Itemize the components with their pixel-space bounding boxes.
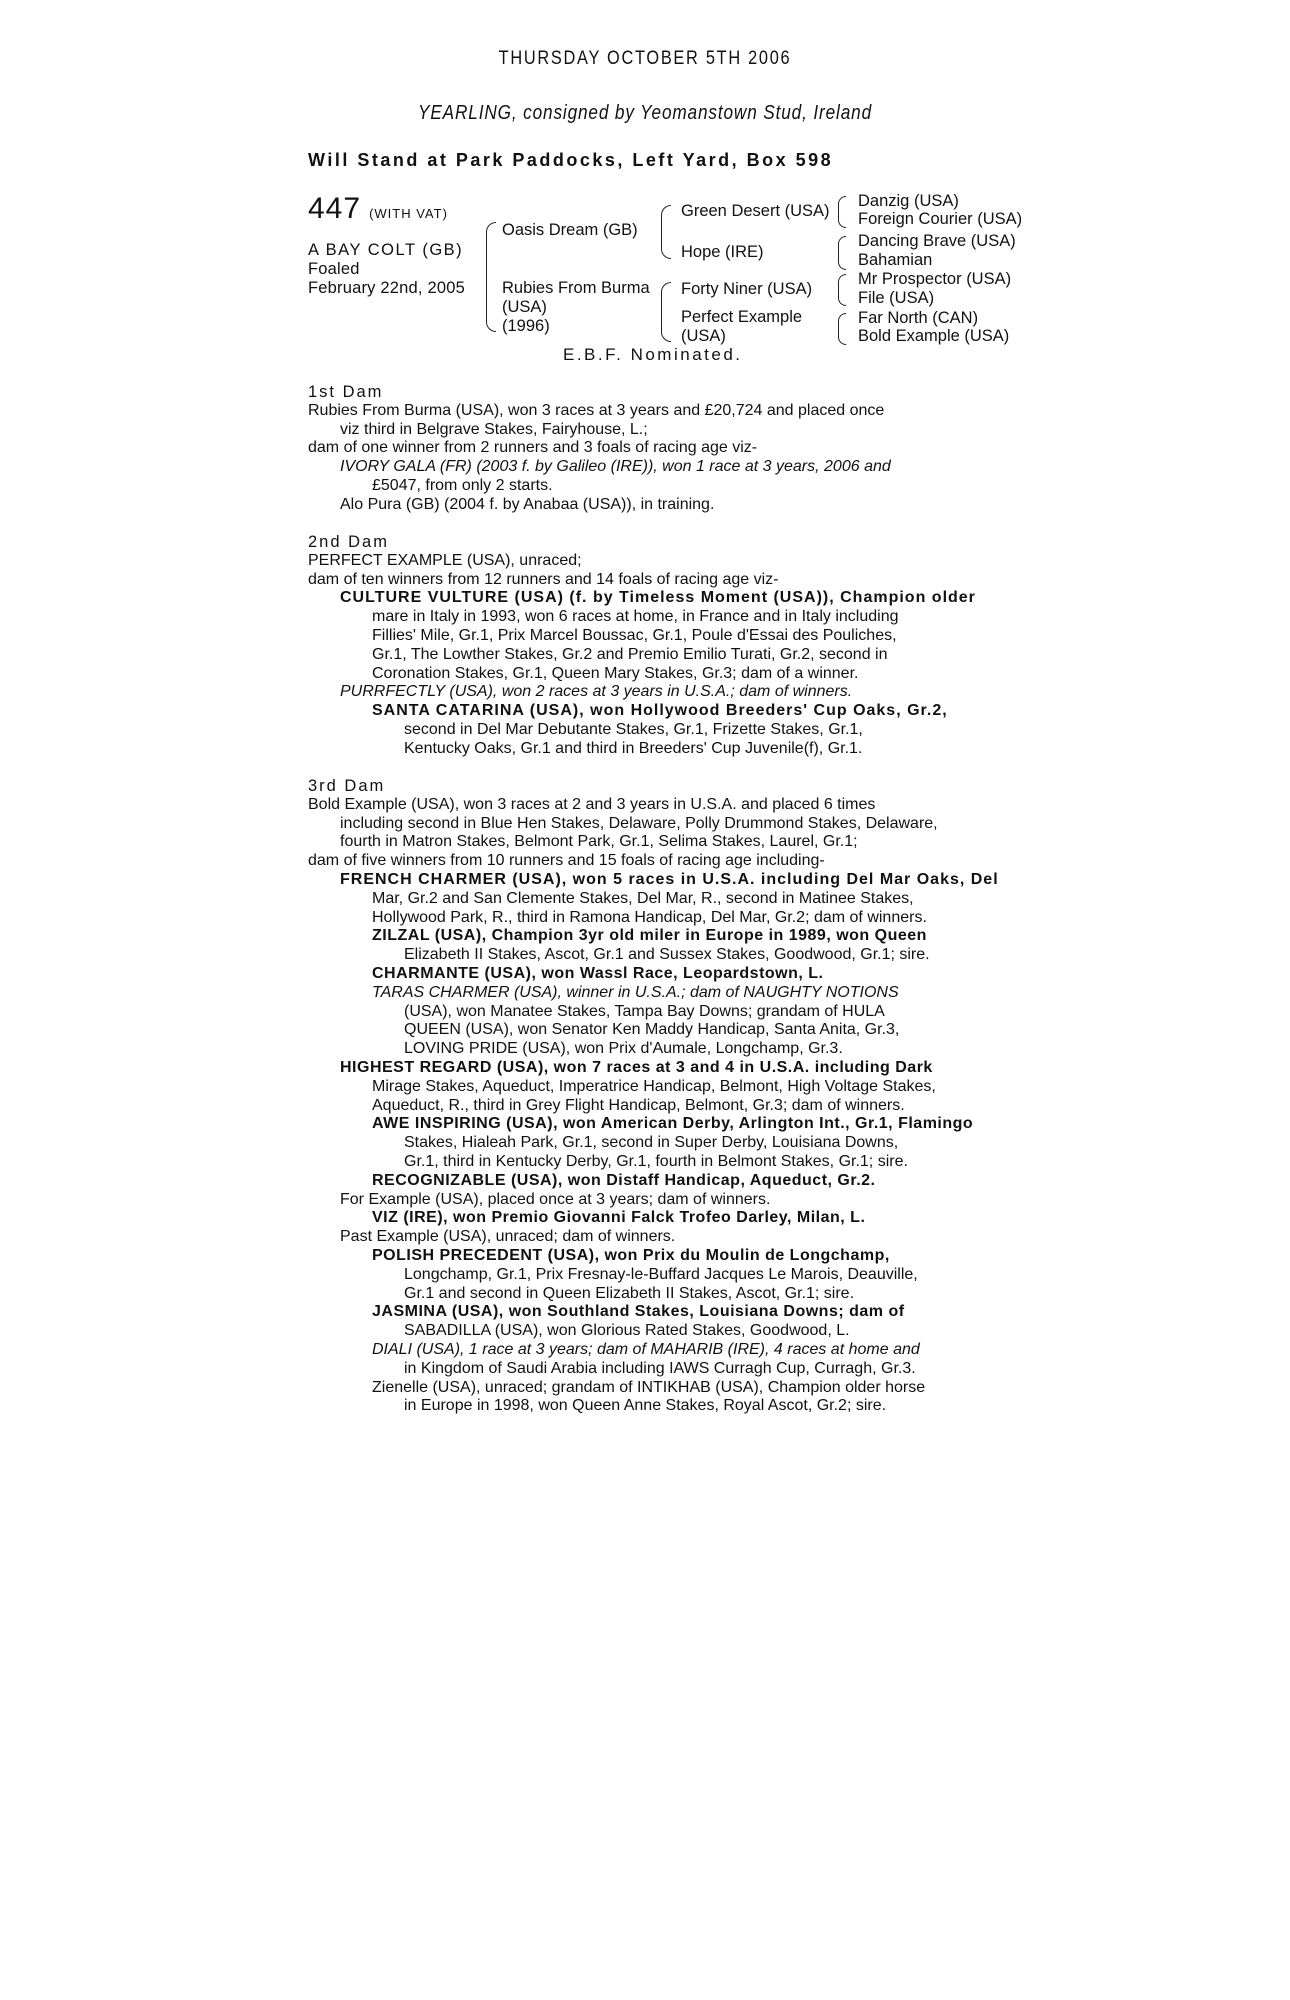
- third-dam-line: LOVING PRIDE (USA), won Prix d'Aumale, Longchamp, Gr.3.: [404, 1040, 843, 1058]
- third-dam-line: CHARMANTE (USA), won Wassl Race, Leopardstown, L.: [372, 964, 824, 982]
- third-dam-line: Zienelle (USA), unraced; grandam of INTIKHAB (USA), Champion older horse: [372, 1378, 926, 1396]
- third-dam-line: For Example (USA), placed once at 3 years; dam of winners.: [340, 1190, 771, 1208]
- third-dam-heading: 3rd Dam: [308, 777, 386, 795]
- second-dam-line: Kentucky Oaks, Gr.1 and third in Breeders' Cup Juvenile(f), Gr.1.: [404, 739, 863, 757]
- second-dam-line: Coronation Stakes, Gr.1, Queen Mary Stakes, Gr.3; dam of a winner.: [372, 664, 859, 682]
- pedigree-sire-dam: Hope (IRE): [681, 243, 764, 261]
- lot-number: 447: [308, 192, 362, 225]
- lot-number-block: [308, 192, 448, 226]
- second-dam-line: PERFECT EXAMPLE (USA), unraced;: [308, 551, 582, 569]
- third-dam-line: ZILZAL (USA), Champion 3yr old miler in Europe in 1989, won Queen: [372, 927, 927, 945]
- first-dam-line: dam of one winner from 2 runners and 3 foals of racing age viz-: [308, 439, 758, 457]
- pedigree-gen3-6: File (USA): [858, 289, 935, 307]
- third-dam-line: Longchamp, Gr.1, Prix Fresnay-le-Buffard Jacques Le Marois, Deauville,: [404, 1265, 918, 1283]
- pedigree-gen3-3: Dancing Brave (USA): [858, 232, 1016, 250]
- first-dam-line: Alo Pura (GB) (2004 f. by Anabaa (USA)), in training.: [340, 495, 715, 513]
- third-dam-line: VIZ (IRE), won Premio Giovanni Falck Trofeo Darley, Milan, L.: [372, 1209, 866, 1227]
- foaled-date: February 22nd, 2005: [308, 279, 465, 297]
- first-dam-line: IVORY GALA (FR) (2003 f. by Galileo (IRE)), won 1 race at 3 years, 2006 and: [340, 458, 891, 476]
- second-dam-section: [308, 533, 998, 759]
- third-dam-line: (USA), won Manatee Stakes, Tampa Bay Downs; grandam of HULA: [404, 1002, 885, 1020]
- lot-description: A BAY COLT (GB): [308, 241, 464, 259]
- third-dam-line: QUEEN (USA), won Senator Ken Maddy Handicap, Santa Anita, Gr.3,: [404, 1021, 900, 1039]
- third-dam-line: Hollywood Park, R., third in Ramona Handicap, Del Mar, Gr.2; dam of winners.: [372, 908, 927, 926]
- third-dam-line: FRENCH CHARMER (USA), won 5 races in U.S.A. including Del Mar Oaks, Del: [340, 870, 999, 888]
- pedigree-gen3-8: Bold Example (USA): [858, 327, 1010, 345]
- third-dam-line: RECOGNIZABLE (USA), won Distaff Handicap, Aqueduct, Gr.2.: [372, 1171, 876, 1189]
- first-dam-line: £5047, from only 2 starts.: [372, 476, 553, 494]
- pedigree-brace-g3: [838, 274, 846, 306]
- pedigree-dam-country: (USA): [502, 298, 547, 316]
- first-dam-heading: 1st Dam: [308, 383, 384, 401]
- pedigree-dam-dam-country: (USA): [681, 327, 726, 345]
- third-dam-line: HIGHEST REGARD (USA), won 7 races at 3 and 4 in U.S.A. including Dark: [340, 1058, 933, 1076]
- second-dam-line: second in Del Mar Debutante Stakes, Gr.1, Frizette Stakes, Gr.1,: [404, 720, 863, 738]
- consignor-line: YEARLING, consigned by Yeomanstown Stud, Ireland: [417, 102, 872, 124]
- second-dam-line: mare in Italy in 1993, won 6 races at home, in France and in Italy including: [372, 608, 899, 626]
- first-dam-line: Rubies From Burma (USA), won 3 races at 3 years and £20,724 and placed once: [308, 401, 885, 419]
- third-dam-line: SABADILLA (USA), won Glorious Rated Stakes, Goodwood, L.: [404, 1322, 850, 1340]
- second-dam-line: dam of ten winners from 12 runners and 14 foals of racing age viz-: [308, 570, 779, 588]
- pedigree-gen3-4: Bahamian: [858, 251, 933, 269]
- ebf-nominated: E.B.F. Nominated.: [563, 345, 743, 364]
- third-dam-line: fourth in Matron Stakes, Belmont Park, Gr.1, Selima Stakes, Laurel, Gr.1;: [340, 833, 858, 851]
- pedigree-brace-g2: [838, 236, 846, 270]
- pedigree-brace-g4: [838, 313, 846, 345]
- third-dam-line: in Kingdom of Saudi Arabia including IAWS Curragh Cup, Curragh, Gr.3.: [404, 1359, 916, 1377]
- third-dam-line: Aqueduct, R., third in Grey Flight Handicap, Belmont, Gr.3; dam of winners.: [372, 1096, 905, 1114]
- pedigree-gen3-2: Foreign Courier (USA): [858, 210, 1023, 228]
- third-dam-line: Bold Example (USA), won 3 races at 2 and 3 years in U.S.A. and placed 6 times: [308, 795, 876, 813]
- pedigree-sire-sire: Green Desert (USA): [681, 202, 830, 220]
- pedigree-dam-name: Rubies From Burma: [502, 279, 650, 297]
- third-dam-line: Stakes, Hialeah Park, Gr.1, second in Super Derby, Louisiana Downs,: [404, 1134, 899, 1152]
- pedigree-brace-g1: [838, 196, 846, 228]
- third-dam-line: in Europe in 1998, won Queen Anne Stakes, Royal Ascot, Gr.2; sire.: [404, 1397, 887, 1415]
- third-dam-line: Gr.1, third in Kentucky Derby, Gr.1, fourth in Belmont Stakes, Gr.1; sire.: [404, 1152, 908, 1170]
- pedigree-sire: Oasis Dream (GB): [502, 221, 638, 239]
- second-dam-line: CULTURE VULTURE (USA) (f. by Timeless Moment (USA)), Champion older: [340, 589, 976, 607]
- sale-date: THURSDAY OCTOBER 5TH 2006: [498, 48, 792, 69]
- pedigree-gen3-1: Danzig (USA): [858, 192, 959, 210]
- pedigree-dam-sire: Forty Niner (USA): [681, 280, 813, 298]
- third-dam-line: DIALI (USA), 1 race at 3 years; dam of MAHARIB (IRE), 4 races at home and: [372, 1340, 920, 1358]
- third-dam-line: Elizabeth II Stakes, Ascot, Gr.1 and Sussex Stakes, Goodwood, Gr.1; sire.: [404, 946, 930, 964]
- third-dam-line: TARAS CHARMER (USA), winner in U.S.A.; dam of NAUGHTY NOTIONS: [372, 983, 899, 1001]
- third-dam-line: including second in Blue Hen Stakes, Delaware, Polly Drummond Stakes, Delaware,: [340, 814, 938, 832]
- second-dam-line: Gr.1, The Lowther Stakes, Gr.2 and Premio Emilio Turati, Gr.2, second in: [372, 645, 888, 663]
- second-dam-line: SANTA CATARINA (USA), won Hollywood Breeders' Cup Oaks, Gr.2,: [372, 702, 948, 720]
- third-dam-section: [308, 777, 998, 1416]
- third-dam-line: AWE INSPIRING (USA), won American Derby, Arlington Int., Gr.1, Flamingo: [372, 1115, 974, 1133]
- third-dam-line: JASMINA (USA), won Southland Stakes, Louisiana Downs; dam of: [372, 1303, 905, 1321]
- pedigree-gen3-7: Far North (CAN): [858, 309, 979, 327]
- pedigree-brace-sire: [661, 205, 671, 259]
- pedigree-brace-main: [486, 222, 496, 332]
- first-dam-section: [308, 383, 998, 515]
- pedigree-dam-dam-name: Perfect Example: [681, 308, 803, 326]
- third-dam-line: Mar, Gr.2 and San Clemente Stakes, Del Mar, R., second in Matinee Stakes,: [372, 889, 914, 907]
- first-dam-line: viz third in Belgrave Stakes, Fairyhouse, L.;: [340, 420, 648, 438]
- third-dam-line: Mirage Stakes, Aqueduct, Imperatrice Handicap, Belmont, High Voltage Stakes,: [372, 1077, 936, 1095]
- stand-location: Will Stand at Park Paddocks, Left Yard, Box 598: [308, 150, 834, 170]
- vat-label: (WITH VAT): [369, 206, 448, 221]
- second-dam-heading: 2nd Dam: [308, 533, 389, 551]
- third-dam-line: Past Example (USA), unraced; dam of winners.: [340, 1228, 676, 1246]
- third-dam-line: POLISH PRECEDENT (USA), won Prix du Moulin de Longchamp,: [372, 1246, 890, 1264]
- third-dam-line: dam of five winners from 10 runners and 15 foals of racing age including-: [308, 852, 825, 870]
- foaled-label: Foaled: [308, 260, 360, 278]
- second-dam-line: Fillies' Mile, Gr.1, Prix Marcel Boussac, Gr.1, Poule d'Essai des Pouliches,: [372, 626, 897, 644]
- third-dam-line: Gr.1 and second in Queen Elizabeth II Stakes, Ascot, Gr.1; sire.: [404, 1284, 855, 1302]
- pedigree-gen3-5: Mr Prospector (USA): [858, 270, 1012, 288]
- second-dam-line: PURRFECTLY (USA), won 2 races at 3 years in U.S.A.; dam of winners.: [340, 683, 853, 701]
- pedigree-dam-year: (1996): [502, 317, 550, 335]
- pedigree-brace-dam: [661, 282, 671, 342]
